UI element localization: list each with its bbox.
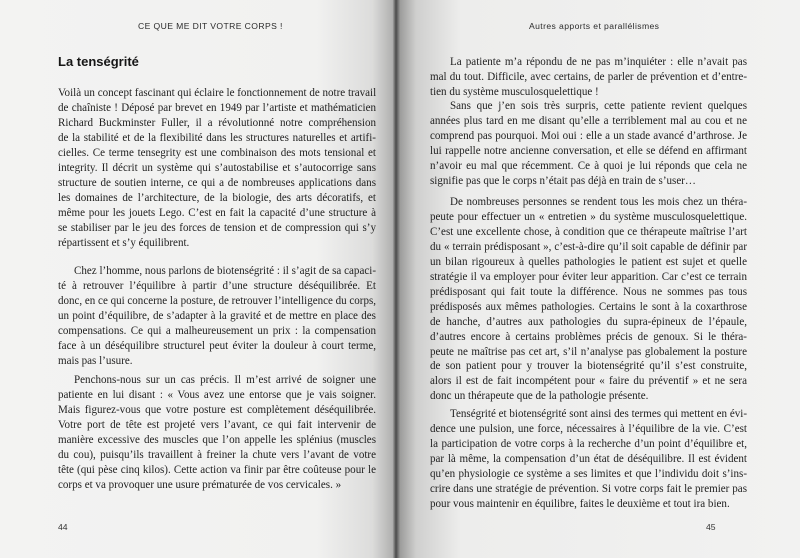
right-paragraph-1 <box>430 55 747 100</box>
text-line: tête (qui pèse cinq kilos). Cette action va finir par être coûteuse pour le <box>58 463 376 476</box>
running-head-left: CE QUE ME DIT VOTRE CORPS ! <box>138 21 283 31</box>
left-paragraph-3 <box>58 373 376 493</box>
left-page <box>0 0 396 558</box>
text-line: lui rappelle notre ancienne conversation, et elle se défend en affirmant <box>430 144 747 157</box>
text-line: integrity. Il décrit un système qui s’autostabilise et s’autocorrige sans <box>58 161 376 174</box>
text-line: peute pour effectuer un « entretien » du système musculosquelettique. <box>430 210 747 223</box>
text-line: du « terrain prédisposant », c’est-à-dire qu’il soit capable de définir par <box>430 240 747 253</box>
text-line: de la stabilité et de la flexibilité dans les structures naturelles et artifi- <box>58 131 376 144</box>
text-line: donc, en ce qui concerne la posture, de retrouver l’intelligence du corps, <box>58 294 377 307</box>
running-head-right: Autres apports et parallélismes <box>529 21 660 31</box>
text-line: Sans que j’en sois très surpris, cette patiente revient quelques <box>450 100 747 112</box>
text-line: du cou), puisqu’ils travaillent à freiner la chute vers l’avant de votre <box>58 448 376 461</box>
text-line: structure de soutien interne, ce qui a de nombreuses applications dans <box>58 176 376 189</box>
text-line: cielles. Ce terme tensegrity est une combinaison des mots tensional et <box>58 146 376 159</box>
text-line: dence une pulsion, une force, nécessaires à l’équilibre de la vie. C’est <box>430 422 747 435</box>
text-line: un point d’équilibre, de s’adapter à la gravité et de mettre en place des <box>58 309 376 322</box>
text-line: les domaines de l’architecture, de la biologie, des arts décoratifs, et <box>58 191 376 204</box>
text-line: comprend pas pourquoi. Moi oui : elle a un stade avancé d’arthrose. Je <box>430 129 747 142</box>
text-line: face à un déséquilibre structurel peut éviter la douleur à court terme, <box>58 339 376 352</box>
text-line: tien du système musculosquelettique ! <box>430 85 599 98</box>
text-line: n’avoir eu mal que récemment. Ce à quoi je lui réponds que cela ne <box>430 159 747 172</box>
text-line: Chez l’homme, nous parlons de biotenségrité : il s’agit de sa capaci- <box>74 265 376 277</box>
text-line: peute ne maîtrise pas cet art, s’il n’analyse pas globalement la posture <box>430 345 747 358</box>
text-line: prédisposant qui fait toute la différence. Nous ne sommes pas tous <box>430 285 747 298</box>
text-line: La patiente m’a répondu de ne pas m’inquiéter : elle n’avait pas <box>450 56 747 68</box>
text-line: Voilà un concept fascinant qui éclaire le fonctionnement de notre travail <box>58 87 377 99</box>
right-paragraph-4 <box>430 407 747 512</box>
text-line: patiente en lui disant : « Vous avez une entorse que je vais soigner. <box>58 388 376 401</box>
text-line: Votre port de tête est projeté vers l’avant, ce qui fait intervenir de <box>58 418 376 431</box>
text-line: Tenségrité et biotenségrité sont ainsi des termes qui mettent en évi- <box>450 408 747 420</box>
text-line: té à retrouver l’équilibre à partir d’une structure déséquilibrée. Et <box>58 279 376 292</box>
section-title: La tenségrité <box>58 54 139 69</box>
book-gutter <box>392 0 400 558</box>
right-page <box>396 0 800 558</box>
text-line: d’autres encore à certains problèmes précis de genoux. Si le théra- <box>430 330 747 343</box>
right-paragraph-2 <box>430 99 747 189</box>
text-line: compensations. Ce qui a malheureusement un prix : la compensation <box>58 324 376 337</box>
text-line: manière excessive des muscles que l’on appelle les splénius (muscles <box>58 433 376 446</box>
text-line: Richard Buckminster Fuller, il a révolutionné notre compréhension <box>58 116 376 129</box>
text-line: crire dans une stratégie de prévention. Si votre corps fait le premier pas <box>430 482 747 495</box>
text-line: Penchons-nous sur un cas précis. Il m’est arrivé de soigner une <box>74 374 376 386</box>
text-line: répartissent et s’y équilibrent. <box>58 236 190 249</box>
text-line: par là même, la compensation d’un état de déséquilibre. Il est évident <box>430 452 747 465</box>
left-paragraph-1 <box>58 86 376 250</box>
text-line: un bilan rigoureux à quelles pathologies le patient est sujet et quelle <box>430 255 747 268</box>
left-paragraph-2 <box>58 264 376 369</box>
text-line: alors il est de fait incompétent pour « faire du préventif » et ne sera <box>430 375 747 388</box>
text-line: donc un thérapeute que de la pathologie présente. <box>430 390 649 403</box>
text-line: C’est une excellente chose, à condition que ce thérapeute maîtrise l’art <box>430 225 747 238</box>
text-line: prédisposés aux mêmes pathologies. Certains le sont à la coxarthrose <box>430 300 747 313</box>
text-line: de hanche, d’autres aux pathologies du supra-épineux de l’épaule, <box>430 315 747 328</box>
page-number-right: 45 <box>706 522 716 532</box>
text-line: corps et va provoquer une usure prématurée de vos cervicales. » <box>58 478 342 491</box>
text-line: même pour les jouets Lego. C’est en fait la capacité d’une structure à <box>58 206 376 219</box>
text-line: de chaîniste ! Déposé par brevet en 1949 par l’artiste et mathématicien <box>58 101 376 114</box>
text-line: signifie pas que le corps n’était pas déjà en train de s’user… <box>430 174 696 187</box>
text-line: pour vous maintenir en équilibre, faites le deuxième et tout ira bien. <box>430 497 730 510</box>
text-line: années plus tard en me disant qu’elle a terriblement mal au cou et ne <box>430 114 747 127</box>
text-line: la participation de votre corps à la recherche d’un point d’équilibre et, <box>430 437 747 450</box>
text-line: stratégie il va employer pour éviter leur apparition. Car c’est ce terrain <box>430 270 747 283</box>
page-number-left: 44 <box>58 522 68 532</box>
text-line: mal du tout. Difficile, avec certains, de parler de prévention et d’entre- <box>430 70 747 83</box>
text-line: mais pas l’usure. <box>58 354 133 367</box>
text-line: Mais figurez-vous que votre posture est complètement déséquilibrée. <box>58 403 376 416</box>
right-paragraph-3 <box>430 195 747 404</box>
text-line: De nombreuses personnes se rendent tous les mois chez un théra- <box>450 196 747 208</box>
text-line: se stabiliser par le jeu des forces de tension et de compression qui s’y <box>58 221 376 234</box>
text-line: de son patient pour y trouver la biotenségrité qu’il s’est construite, <box>430 360 747 373</box>
text-line: qu’en physiologie ce système a ses limites et que l’individu doit s’ins- <box>430 467 747 480</box>
